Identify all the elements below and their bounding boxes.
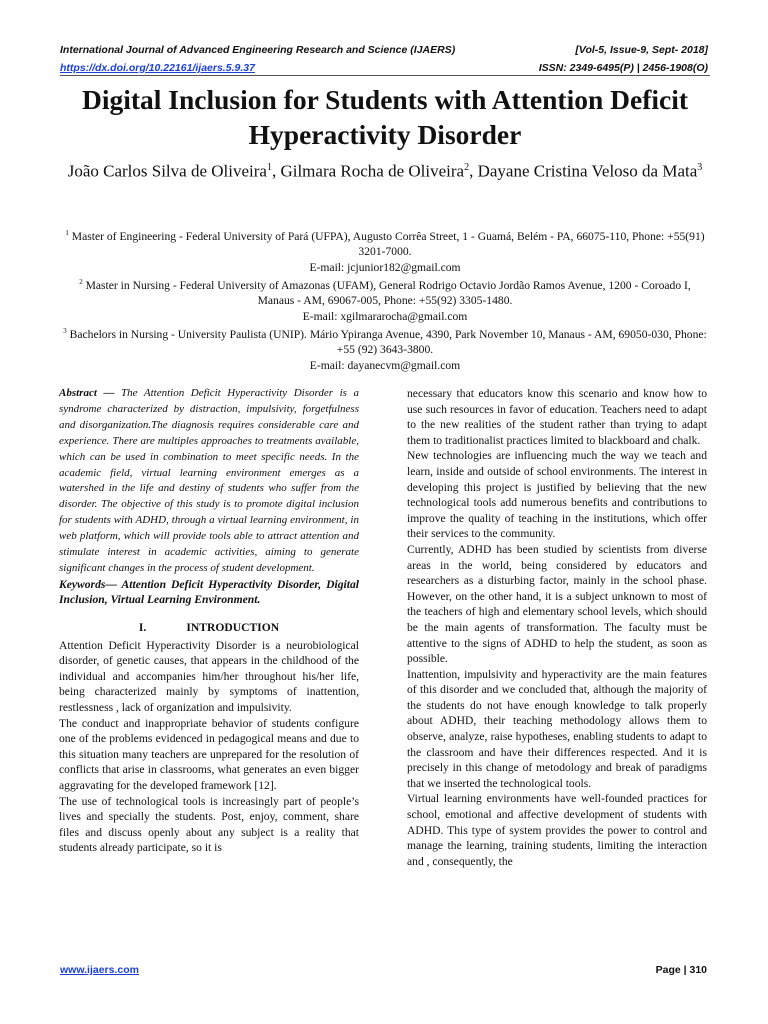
header-divider: [60, 75, 710, 76]
page-number: Page | 310: [655, 964, 707, 976]
affiliation: $^3$ Bachelors in Nursing - University Paulista (UNIP). Mário Ypiranga Avenue, 4390, Park November 10, Manaus - AM, 69050-030, Phone: +55 (92) 3643-3800.: [63, 327, 707, 357]
keywords: Keywords— Attention Deficit Hyperactivity Disorder, Digital Inclusion, Virtual Learning Environment.: [59, 577, 359, 607]
abstract-text: The Attention Deficit Hyperactivity Disorder is a syndrome characterized by distraction, impulsivity, forgetfulness and disorganization.The diagnosis requires considerable care and experience. There are multiples approaches to treatments available, which can be used in combination to meet specific needs. In the academic field, virtual learning environment emerges as a watershed in the life and destiny of students who suffer from the disorder. The objective of this study is to promote digital inclusion for students with ADHD, through a virtual learning environment, in web platform, which will provide tools able to attract attention and stimulate interest in academic activities, aiming to generate significant changes in the process of student development.: [59, 387, 359, 574]
issn-info: ISSN: 2349-6495(P) | 2456-1908(O): [538, 62, 708, 74]
abstract: [59, 386, 359, 577]
paragraph: Inattention, impulsivity and hyperactivity are the main features of this disorder and we concluded that, although the majority of the students do not have enough knowledge to talk properly about ADHD, their teaching methodology allows them to observe, analyze, raise hypotheses, enabling students to adapt to the classroom and have their differences respected. And it is precisely in this change of metodology and break of paradigms that we inserted the technological tools.: [407, 667, 707, 790]
doi-link[interactable]: https://dx.doi.org/10.22161/ijaers.5.9.37: [60, 62, 255, 74]
right-column: [407, 386, 707, 869]
author-name: Gilmara Rocha de Oliveira: [280, 161, 465, 181]
affiliation-email: E-mail: jcjunior182@gmail.com: [309, 260, 461, 274]
authors: João Carlos Silva de Oliveira$^1$, Gilmara Rocha de Oliveira$^2$, Dayane Cristina Veloso da Mata$^3$: [67, 161, 703, 181]
author-name: Dayane Cristina Veloso da Mata: [477, 161, 698, 181]
paragraph: Attention Deficit Hyperactivity Disorder is a neurobiological disorder, of genetic causes, that appears in the childhood of the individual and accompanies him/her throughout his/her life, being characterized mainly by symptoms of inattention, restlessness , lack of organization and impulsivity.: [59, 638, 359, 715]
section-heading: I. INTRODUCTION: [138, 621, 280, 635]
volume-info: [Vol-5, Issue-9, Sept- 2018]: [575, 44, 708, 56]
journal-site-link[interactable]: www.ijaers.com: [60, 964, 139, 976]
author-mark: 3: [697, 162, 703, 173]
journal-name: International Journal of Advanced Engineering Research and Science (IJAERS): [60, 44, 456, 56]
paragraph: Virtual learning environments have well-founded practices for school, emotional and affective development of students with ADHD. This type of system provides the power to control and manage the learning, training students, limiting the interaction and , consequently, the: [407, 792, 707, 868]
paragraph: New technologies are influencing much the way we teach and learn, inside and outside of school environments. The interest in developing this project is justified by believing that the new technological tools add numerous benefits and contributions to improve the quality of teaching in the institutions, which offer their services to the community.: [407, 449, 707, 541]
paragraph: The conduct and inappropriate behavior of students configure one of the problems evidenced in pedagogical means and due to this situation many teachers are unprepared for the resolution of conflicts that arise in classrooms, what generates an even bigger aggravating for the developed framework [12].: [59, 716, 359, 792]
author-mark: 1: [266, 162, 272, 173]
paper-title: Digital Inclusion for Students with Attention Deficit Hyperactivity Disorder: [81, 84, 689, 150]
author-mark: 2: [464, 162, 470, 173]
paragraph: necessary that educators know this scenario and know how to use such resources in favor of education. Teachers need to adapt to the new realities of the student rather than trying to adapt them to traditionalist practices limited to blackboard and chalk.: [407, 387, 707, 447]
affiliation: $^1$ Master of Engineering - Federal University of Pará (UFPA), Augusto Corrêa Street, 1 - Guamá, Belém - PA, 66075-110, Phone: +55(91) 3201-7000.: [65, 229, 705, 259]
abstract-label: Abstract —: [59, 387, 115, 399]
left-column: [59, 386, 359, 856]
affiliation-email: E-mail: dayanecvm@gmail.com: [309, 358, 461, 372]
affiliation-email: E-mail: xgilmararocha@gmail.com: [302, 309, 468, 323]
paragraph: Currently, ADHD has been studied by scientists from diverse areas in the world, being considered by educators and researchers as a disturbing factor, mainly in the school phase. However, on the other hand, it is a subject unknown to most of the teachers of high and elementary school levels, which should be the main agents of transformation. The faculty must be attentive to the signs of ADHD to help the student, as soon as possible.: [407, 542, 707, 666]
affiliation: $^2$ Master in Nursing - Federal University of Amazonas (UFAM), General Rodrigo Octavio Jordão Ramos Avenue, 1200 - Coroado I, Manaus - AM, 69067-005, Phone: +55(92) 3305-1480.: [79, 278, 691, 308]
affiliations: [60, 226, 710, 373]
author-name: João Carlos Silva de Oliveira: [67, 161, 267, 181]
paragraph: The use of technological tools is increasingly part of people’s lives and specially the students. Post, enjoy, comment, share files and discuss openly about any subject is a reality that students already participate, so it is: [59, 794, 359, 855]
